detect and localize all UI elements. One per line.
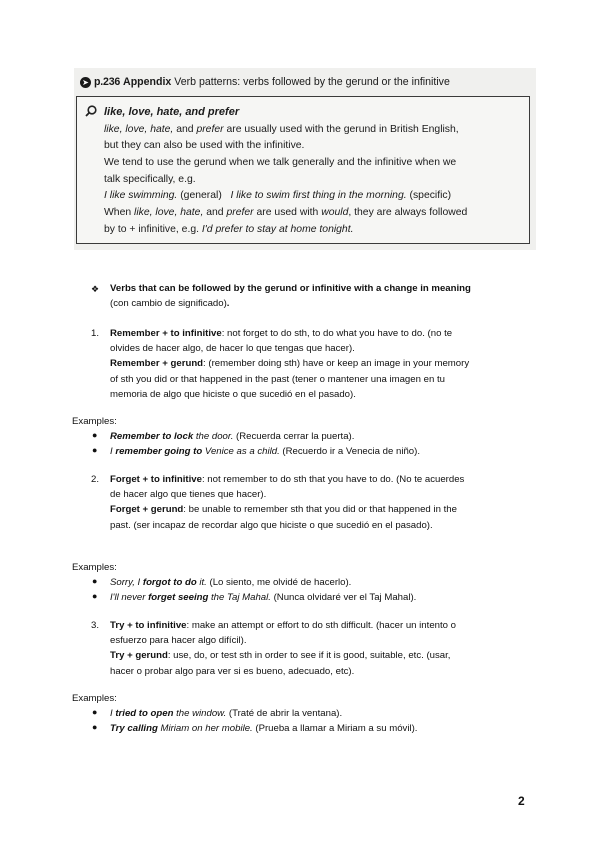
appendix-box-line: talk specifically, e.g. bbox=[104, 174, 196, 185]
appendix-box-line: but they can also be used with the infinitive. bbox=[104, 140, 305, 151]
section-number: 3. bbox=[91, 620, 100, 631]
section-number: 1. bbox=[91, 328, 100, 339]
bullet-dot-icon: ● bbox=[92, 445, 98, 455]
examples-label: Examples: bbox=[72, 416, 117, 427]
bullet-dot-icon: ● bbox=[92, 576, 98, 586]
appendix-page-ref: p.236 bbox=[94, 76, 121, 88]
examples-label: Examples: bbox=[72, 562, 117, 573]
section-number: 2. bbox=[91, 474, 100, 485]
example-item: I tried to open the window. (Traté de abrir la ventana). bbox=[110, 708, 343, 719]
examples-label: Examples: bbox=[72, 693, 117, 704]
bullet-dot-icon: ● bbox=[92, 722, 98, 732]
appendix-title-rest: Verb patterns: verbs followed by the gerund or the infinitive bbox=[174, 76, 450, 88]
appendix-box bbox=[76, 96, 530, 244]
section-1-text: Remember + to infinitive: not forget to do sth, to do what you have to do. (no te olvides de hacer algo, de hacer lo que tengas que hacer). Remember + gerund: (remember doing sth) have or keep an image in your memory of sth you did or that happened in the past (tener o mantener una imagen en tu memoria de algo que hiciste o que sucedió en el pasado). bbox=[110, 328, 470, 400]
bullet-dot-icon: ● bbox=[92, 707, 98, 717]
arrow-right-icon: ➤ bbox=[80, 77, 91, 88]
example-item: I'll never forget seeing the Taj Mahal. (Nunca olvidaré ver el Taj Mahal). bbox=[110, 592, 417, 603]
example-item: Remember to lock the door. (Recuerda cerrar la puerta). bbox=[110, 431, 355, 442]
example-item: I remember going to Venice as a child. (Recuerdo ir a Venecia de niño). bbox=[110, 446, 421, 457]
appendix-box-line: We tend to use the gerund when we talk generally and the infinitive when we bbox=[104, 157, 457, 168]
section-2-text: Forget + to infinitive: not remember to do sth that you have to do. (No te acuerdes de hacer algo que tienes que hacer). Forget + gerund: be unable to remember sth that you did or that happened in the past. (ser incapaz de recordar algo que hiciste o que sucedió en el pasado). bbox=[110, 474, 465, 531]
appendix-title-bold: Appendix bbox=[123, 76, 172, 88]
appendix-box-line: by to + infinitive, e.g. I'd prefer to stay at home tonight. bbox=[104, 224, 354, 235]
magnifier-icon bbox=[85, 105, 97, 117]
bullet-dot-icon: ● bbox=[92, 591, 98, 601]
page-number: 2 bbox=[518, 794, 525, 808]
appendix-box-line: I like swimming. (general) I like to swim first thing in the morning. (specific) bbox=[104, 190, 452, 201]
example-item: Sorry, I forgot to do it. (Lo siento, me olvidé de hacerlo). bbox=[110, 577, 352, 588]
section-3-text: Try + to infinitive: make an attempt or effort to do sth difficult. (hacer un intento o esfuerzo para hacer algo difícil). Try + gerund: use, do, or test sth in order to see if it is good, suitable, etc. (usar, hacer o probar algo para ver si es bueno, adecuado, etc). bbox=[110, 620, 456, 677]
bullet-dot-icon: ● bbox=[92, 430, 98, 440]
appendix-box-line: like, love, hate, and prefer are usually used with the gerund in British English, bbox=[104, 124, 459, 135]
diamond-bullet-icon: ❖ bbox=[91, 284, 100, 294]
appendix-box-line: When like, love, hate, and prefer are used with would, they are always followed bbox=[104, 207, 468, 218]
appendix-heading bbox=[80, 76, 550, 88]
example-item: Try calling Miriam on her mobile. (Prueba a llamar a Miriam a su móvil). bbox=[110, 723, 418, 734]
intro-paragraph: Verbs that can be followed by the gerund or infinitive with a change in meaning (con cambio de significado). bbox=[110, 283, 471, 310]
appendix-box-heading: like, love, hate, and prefer bbox=[104, 106, 240, 118]
